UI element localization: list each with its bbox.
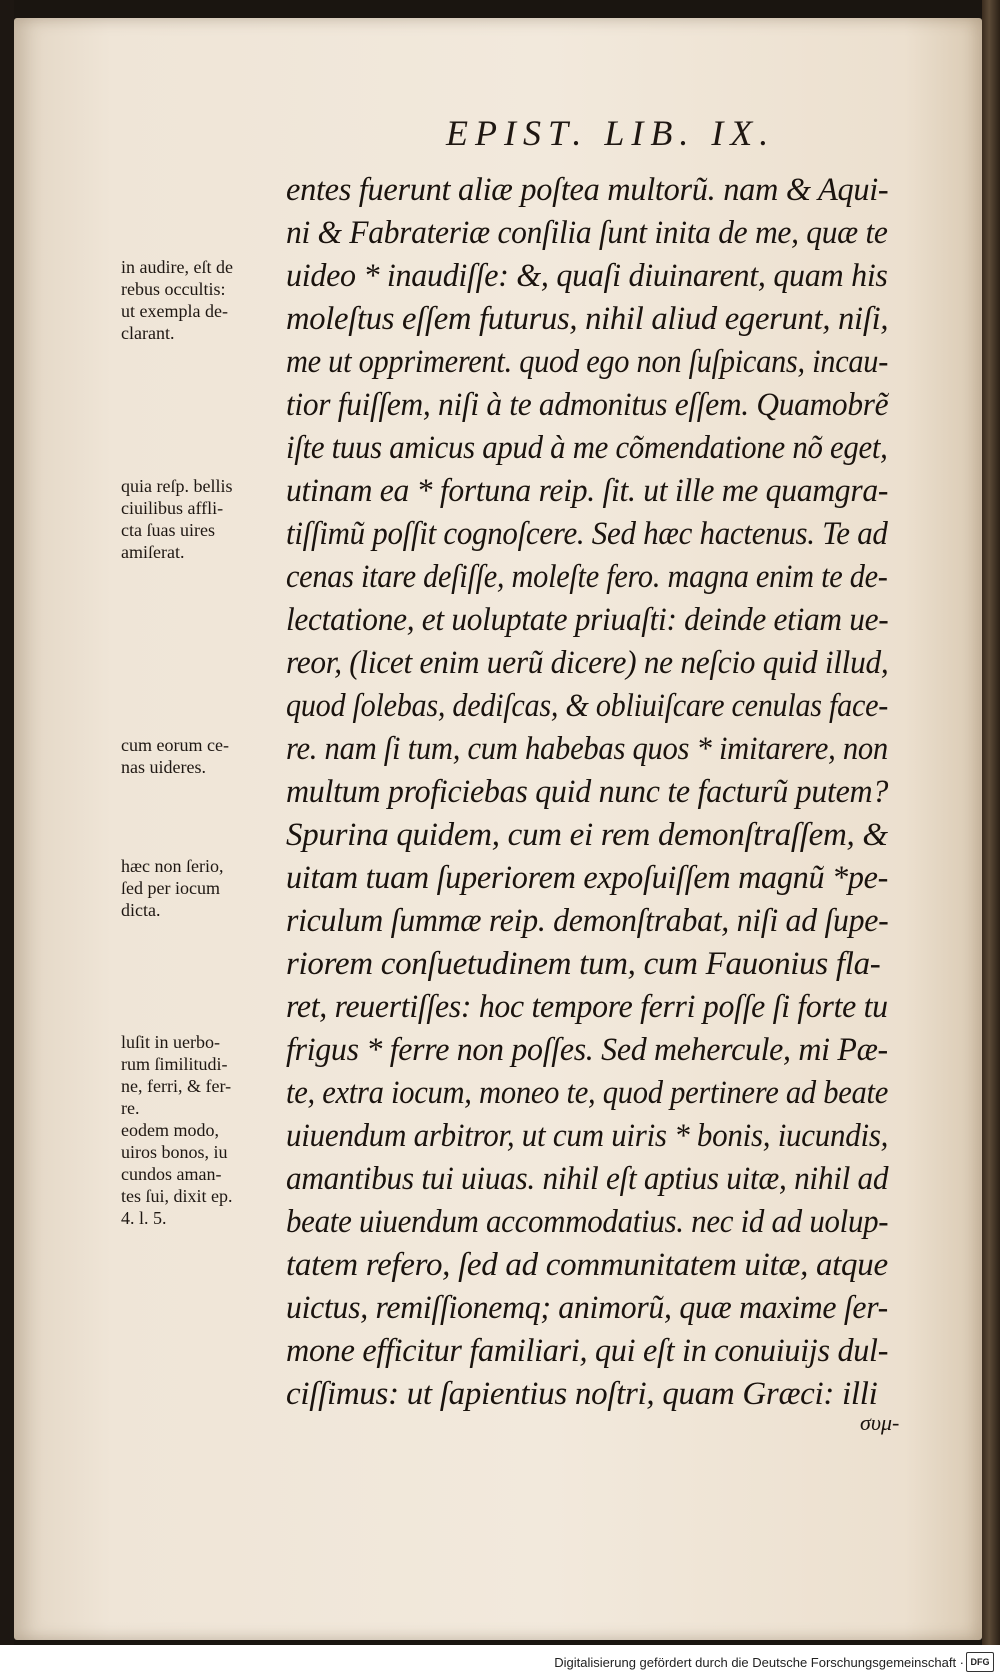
text-line: me ut opprimerent. quod ego non ſuſpicans, incau- bbox=[286, 344, 889, 380]
margin-note: dicta. bbox=[121, 900, 161, 920]
text-line: utinam ea * fortuna reip. ſit. ut ille me quamgra- bbox=[286, 473, 889, 509]
text-line: te, extra iocum, moneo te, quod pertinere ad beate bbox=[286, 1075, 889, 1111]
text-line: multum proficiebas quid nunc te facturũ putem? bbox=[286, 774, 889, 810]
margin-note: cum eorum ce- bbox=[121, 735, 229, 755]
margin-note: amiſerat. bbox=[121, 542, 185, 562]
text-line: lectatione, et uoluptate priuaſti: deinde etiam ue- bbox=[286, 602, 889, 638]
text-line: Spurina quidem, cum ei rem demonſtraſſem, & bbox=[286, 817, 888, 853]
margin-note: tes ſui, dixit ep. bbox=[121, 1186, 233, 1206]
text-line: riculum ſummæ reip. demonſtrabat, niſi ad ſupe- bbox=[286, 903, 889, 939]
margin-note: ſed per iocum bbox=[121, 878, 220, 898]
book-spine-shadow bbox=[0, 0, 14, 1679]
book-edge bbox=[982, 0, 1000, 1679]
margin-note: uiros bonos, iu bbox=[121, 1142, 228, 1162]
text-line: re. nam ſi tum, cum habebas quos * imitarere, non bbox=[286, 731, 888, 767]
text-line: beate uiuendum accommodatius. nec id ad uolup- bbox=[286, 1204, 889, 1240]
margin-note: 4. l. 5. bbox=[121, 1208, 167, 1228]
text-line: entes fuerunt aliæ poſtea multorũ. nam & Aqui- bbox=[286, 172, 889, 208]
margin-note: ne, ferri, & fer- bbox=[121, 1076, 232, 1096]
margin-note: nas uideres. bbox=[121, 757, 206, 777]
text-line: amantibus tui uiuas. nihil eſt aptius uitæ, nihil ad bbox=[286, 1161, 889, 1197]
margin-note: cundos aman- bbox=[121, 1164, 222, 1184]
text-line: cenas itare deſiſſe, moleſte fero. magna enim te de- bbox=[286, 559, 888, 595]
text-line: ciſſimus: ut ſapientius noſtri, quam Græci: illi bbox=[286, 1376, 878, 1412]
margin-note: luſit in uerbo- bbox=[121, 1032, 220, 1052]
margin-note: eodem modo, bbox=[121, 1120, 219, 1140]
margin-note: hæc non ſerio, bbox=[121, 856, 224, 876]
text-line: uideo * inaudiſſe: &, quaſi diuinarent, quam his bbox=[286, 258, 888, 294]
text-line: tiſſimũ poſſit cognoſcere. Sed hæc hactenus. Te ad bbox=[286, 516, 888, 552]
text-line: tatem refero, ſed ad communitatem uitæ, atque bbox=[286, 1247, 888, 1283]
text-line: mone efficitur familiari, qui eſt in conuiuijs dul- bbox=[286, 1333, 889, 1369]
margin-note: in audire, eſt de bbox=[121, 257, 233, 277]
text-line: uitam tuam ſuperiorem expoſuiſſem magnũ *pe- bbox=[286, 860, 889, 896]
margin-note: re. bbox=[121, 1098, 140, 1118]
text-line: frigus * ferre non poſſes. Sed mehercule, mi Pæ- bbox=[286, 1032, 888, 1068]
running-head: EPIST. LIB. IX. bbox=[446, 113, 776, 153]
text-line: ni & Fabrateriæ conſilia ſunt inita de me, quæ te bbox=[286, 215, 888, 251]
catchword: συμ- bbox=[860, 1410, 900, 1435]
dfg-logo-icon: DFG bbox=[966, 1652, 994, 1672]
digitization-credit: Digitalisierung gefördert durch die Deutsche Forschungsgemeinschaft · bbox=[554, 1655, 964, 1670]
text-line: moleſtus eſſem futurus, nihil aliud egerunt, niſi, bbox=[286, 301, 889, 337]
footer-bar bbox=[0, 1645, 1000, 1679]
margin-note: clarant. bbox=[121, 323, 175, 343]
text-line: ret, reuertiſſes: hoc tempore ferri poſſe ſi forte tu bbox=[286, 989, 888, 1025]
margin-note: cta ſuas uires bbox=[121, 520, 215, 540]
margin-note: quia reſp. bellis bbox=[121, 476, 233, 496]
text-line: uictus, remiſſionemq; animorũ, quæ maxime ſer- bbox=[286, 1290, 888, 1326]
text-line: uiuendum arbitror, ut cum uiris * bonis, iucundis, bbox=[286, 1118, 889, 1154]
margin-note: rebus occultis: bbox=[121, 279, 226, 299]
text-line: tior fuiſſem, niſi à te admonitus eſſem. Quamobrẽ bbox=[286, 387, 889, 423]
text-line: riorem conſuetudinem tum, cum Fauonius fla- bbox=[286, 946, 881, 982]
text-line: reor, (licet enim uerũ dicere) ne neſcio quid illud, bbox=[286, 645, 889, 681]
text-line: quod ſolebas, dediſcas, & obliuiſcare cenulas face- bbox=[286, 688, 889, 724]
margin-note: ut exempla de- bbox=[121, 301, 228, 321]
margin-note: ciuilibus affli- bbox=[121, 498, 224, 518]
margin-note: rum ſimilitudi- bbox=[121, 1054, 228, 1074]
text-line: iſte tuus amicus apud à me cõmendatione nõ eget, bbox=[286, 430, 888, 466]
